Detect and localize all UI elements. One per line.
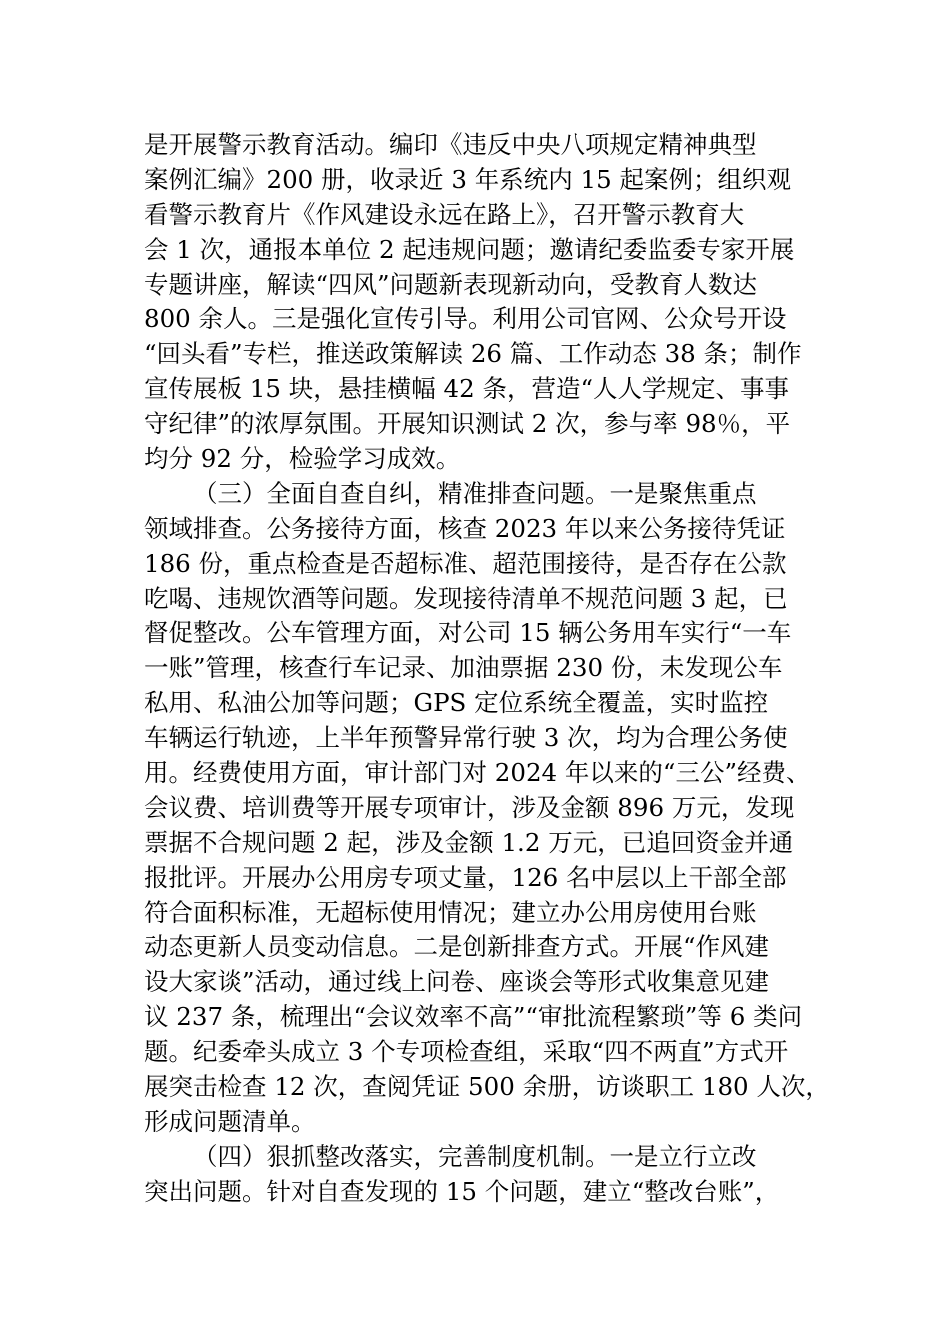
text-line: 800 余人。三是强化宣传引导。利用公司官网、公众号开设: [144, 304, 787, 334]
text-line: 展突击检查 12 次，查阅凭证 500 余册，访谈职工 180 人次，: [144, 1072, 830, 1102]
text-line: 会 1 次，通报本单位 2 起违规问题；邀请纪委监委专家开展: [144, 234, 795, 264]
text-line: 专题讲座，解读“四风”问题新表现新动向，受教育人数达: [144, 269, 758, 299]
text-line: “回头看”专栏，推送政策解读 26 篇、工作动态 38 条；制作: [144, 339, 802, 369]
text-line: 看警示教育片《作风建设永远在路上》，召开警示教育大: [144, 199, 745, 229]
text-line: 票据不合规问题 2 起，涉及金额 1.2 万元，已追回资金并通: [144, 827, 794, 857]
text-line: 突出问题。针对自查发现的 15 个问题，建立“整改台账”，: [144, 1176, 780, 1206]
text-line: 均分 92 分，检验学习成效。: [144, 444, 461, 474]
text-line: 设大家谈”活动，通过线上问卷、座谈会等形式收集意见建: [144, 967, 770, 997]
paragraph-first-line: （三）全面自查自纠，精准排查问题。一是聚焦重点: [193, 478, 757, 508]
text-line: 一账”管理，核查行车记录、加油票据 230 份，未发现公车: [144, 653, 783, 683]
text-line: 会议费、培训费等开展专项审计，涉及金额 896 万元，发现: [144, 792, 795, 822]
text-line: 形成问题清单。: [144, 1106, 316, 1136]
body-text: [144, 128, 834, 1210]
text-line: 宣传展板 15 块，悬挂横幅 42 条，营造“人人学规定、事事: [144, 374, 790, 404]
text-line: 议 237 条，梳理出“会议效率不高”“审批流程繁琐”等 6 类问: [144, 1002, 803, 1032]
text-line: 守纪律”的浓厚氛围。开展知识测试 2 次，参与率 98％，平: [144, 409, 791, 439]
text-line: 符合面积标准，无超标使用情况；建立办公用房使用台账: [144, 897, 757, 927]
text-line: 车辆运行轨迹，上半年预警异常行驶 3 次，均为合理公务使: [144, 723, 788, 753]
text-line: 领域排查。公务接待方面，核查 2023 年以来公务接待凭证: [144, 513, 786, 543]
text-line: 案例汇编》200 册，收录近 3 年系统内 15 起案例；组织观: [144, 164, 791, 194]
text-line: 报批评。开展办公用房专项丈量，126 名中层以上干部全部: [144, 862, 787, 892]
text-line: 吃喝、违规饮酒等问题。发现接待清单不规范问题 3 起，已: [144, 583, 788, 613]
paragraph-first-line: （四）狠抓整改落实，完善制度机制。一是立行立改: [193, 1141, 757, 1171]
text-line: 动态更新人员变动信息。二是创新排查方式。开展“作风建: [144, 932, 770, 962]
text-line: 是开展警示教育活动。编印《违反中央八项规定精神典型: [144, 130, 757, 159]
text-line: 题。纪委牵头成立 3 个专项检查组，采取“四不两直”方式开: [144, 1037, 789, 1067]
text-line: 186 份，重点检查是否超标准、超范围接待，是否存在公款: [144, 548, 787, 578]
text-line: 督促整改。公车管理方面，对公司 15 辆公务用车实行“一车: [144, 618, 792, 648]
text-line: 私用、私油公加等问题；GPS 定位系统全覆盖，实时监控: [144, 688, 769, 718]
text-line: 用。经费使用方面，审计部门对 2024 年以来的“三公”经费、: [144, 758, 811, 788]
